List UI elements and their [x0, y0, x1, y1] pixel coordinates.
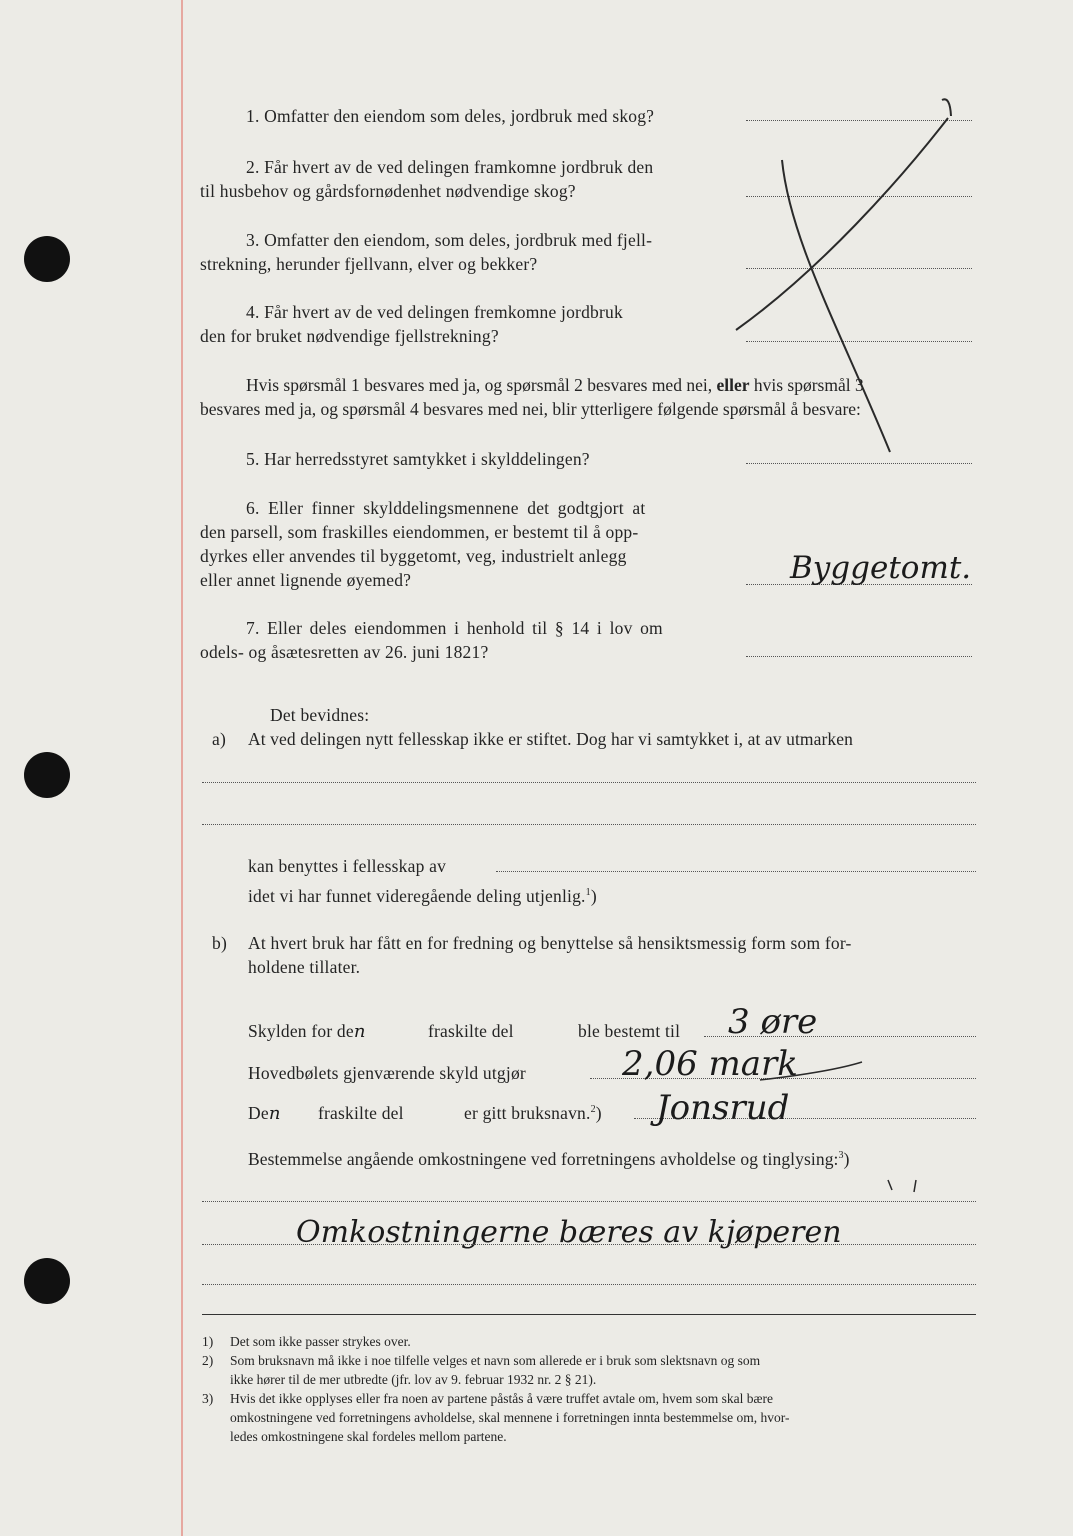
- footnote-2-line-2: ikke hører til de mer utbredte (jfr. lov av 9. februar 1932 nr. 2 § 21).: [230, 1372, 597, 1387]
- conditional-line-2: besvares med ja, og spørsmål 4 besvares med nei, blir ytterligere følgende spørsmål å besvare:: [200, 399, 861, 419]
- skyld-label-1b: fraskilte del: [428, 1021, 514, 1041]
- question-7-line-1: 7. Eller deles eiendommen i henhold til § 14 i lov om: [246, 618, 663, 638]
- question-1: 1. Omfatter den eiendom som deles, jordbruk med skog?: [246, 106, 655, 126]
- bruksnavn-value-handwritten: Jonsrud: [656, 1088, 790, 1128]
- footnote-paren-3: ): [843, 1149, 850, 1169]
- footnote-paren-1: ): [590, 886, 597, 906]
- section-a-use: kan benyttes i fellesskap av: [248, 856, 447, 876]
- conditional-bold-eller: eller: [716, 375, 750, 395]
- footnote-1-mark: 1): [202, 1334, 214, 1349]
- skyld-label-1c: ble bestemt til: [578, 1021, 681, 1041]
- question-6-line-2: den parsell, som fraskilles eiendommen, er bestemt til å opp-: [200, 522, 639, 542]
- question-2-line-2: til husbehov og gårdsfornødenhet nødvendige skog?: [200, 181, 576, 201]
- skyld-label-3c-text: er gitt bruksnavn.: [464, 1103, 591, 1123]
- section-b-line-2: holdene tillater.: [248, 957, 361, 977]
- section-a-label: a): [212, 729, 226, 749]
- question-4-line-1: 4. Får hvert av de ved delingen fremkomne jordbruk: [246, 302, 623, 322]
- skyld-label-3b: fraskilte del: [318, 1103, 404, 1123]
- question-3-line-2: strekning, herunder fjellvann, elver og bekker?: [200, 254, 538, 274]
- skyld-label-1a-text: Skylden for de: [248, 1021, 354, 1041]
- question-6-line-3: dyrkes eller anvendes til byggetomt, veg, industrielt anlegg: [200, 546, 627, 566]
- footnote-3-line-1: Hvis det ikke opplyses eller fra noen av partene påstås å være truffet avtale om, hvem som skal bære: [230, 1391, 773, 1406]
- skyld-label-2: Hovedbølets gjenværende skyld utgjør: [248, 1063, 526, 1083]
- cost-value-handwritten: Omkostningerne bæres av kjøperen: [296, 1215, 842, 1250]
- skyld-de-suffix-1: n: [353, 1021, 366, 1042]
- conditional-text-b: hvis spørsmål 3: [749, 375, 864, 395]
- section-b-label: b): [212, 933, 227, 953]
- footnote-3-line-3: ledes omkostningene skal fordeles mellom partene.: [230, 1429, 507, 1444]
- conditional-text-a: Hvis spørsmål 1 besvares med ja, og spørsmål 2 besvares med nei,: [246, 375, 717, 395]
- skyld-value-handwritten: 3 øre: [728, 1002, 818, 1042]
- question-2-line-1: 2. Får hvert av de ved delingen framkomne jordbruk den: [246, 157, 654, 177]
- bevidnes-heading: Det bevidnes:: [270, 705, 370, 725]
- footnote-3-line-2: omkostningene ved forretningens avholdelse, skal mennene i forretningen innta bestemmelse om, hvor-: [230, 1410, 790, 1425]
- skyld-de-suffix-2: n: [268, 1103, 281, 1124]
- footnote-ref-1: 1: [585, 887, 591, 899]
- footnote-1-line-1: Det som ikke passer strykes over.: [230, 1334, 411, 1349]
- question-6-line-1: 6. Eller finner skylddelingsmennene det godtgjort at: [246, 498, 646, 518]
- section-a-reason-text: idet vi har funnet videregående deling utjenlig.: [248, 886, 586, 906]
- footnote-ref-3: 3: [838, 1150, 844, 1162]
- footnote-2-line-1: Som bruksnavn må ikke i noe tilfelle velges et navn som allerede er i bruk som slektsnavn og som: [230, 1353, 761, 1368]
- q6-handwritten-answer: Byggetomt.: [790, 550, 972, 586]
- skyld-label-3a-text: De: [248, 1103, 269, 1123]
- question-5: 5. Har herredsstyret samtykket i skylddelingen?: [246, 449, 590, 469]
- footnote-paren-2: ): [595, 1103, 602, 1123]
- question-4-line-2: den for bruket nødvendige fjellstrekning?: [200, 326, 499, 346]
- question-3-line-1: 3. Omfatter den eiendom, som deles, jordbruk med fjell-: [246, 230, 653, 250]
- footnote-3-mark: 3): [202, 1391, 214, 1406]
- section-a-text: At ved delingen nytt fellesskap ikke er stiftet. Dog har vi samtykket i, at av utmarken: [248, 729, 853, 749]
- section-b-line-1: At hvert bruk har fått en for fredning og benyttelse så hensiktsmessig form som for-: [248, 933, 852, 953]
- question-6-line-4: eller annet lignende øyemed?: [200, 570, 412, 590]
- cost-label-text: Bestemmelse angående omkostningene ved forretningens avholdelse og tinglysing:: [248, 1149, 839, 1169]
- question-7-line-2: odels- og åsætesretten av 26. juni 1821?: [200, 642, 489, 662]
- hovedbol-value-handwritten: 2,06 mark: [622, 1044, 798, 1084]
- footnote-ref-2: 2: [590, 1104, 596, 1116]
- footnote-2-mark: 2): [202, 1353, 214, 1368]
